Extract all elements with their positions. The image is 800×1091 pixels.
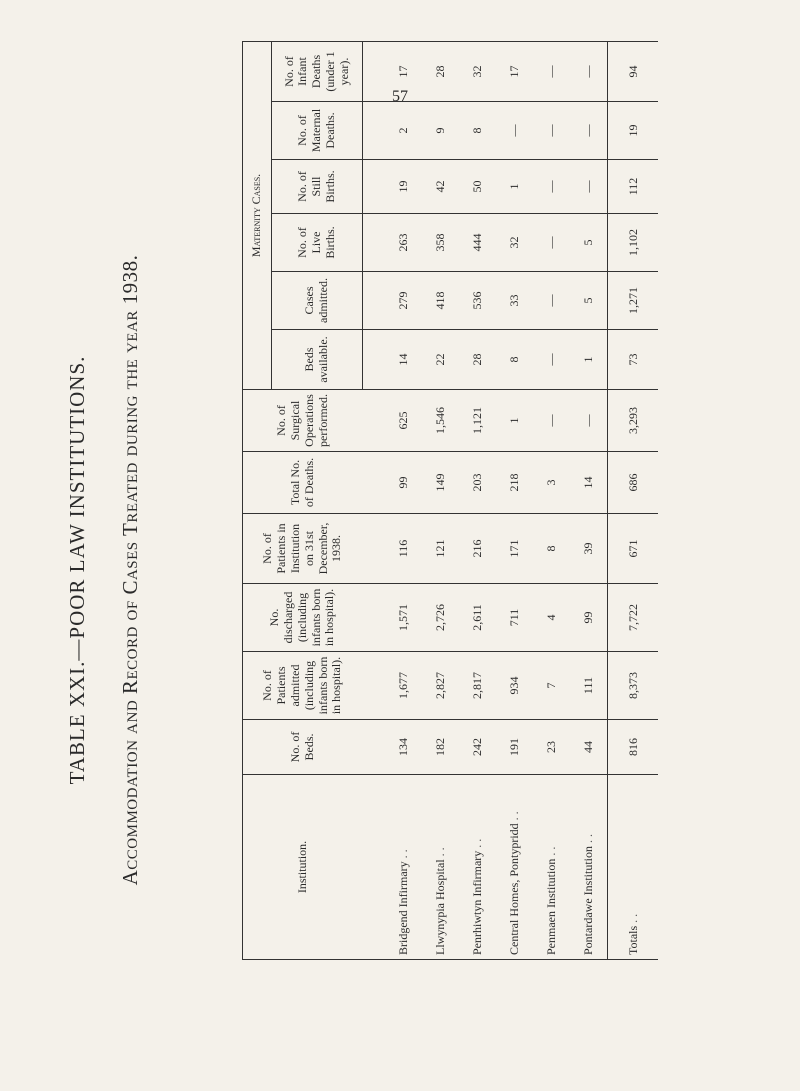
- cell-beds: 182: [422, 720, 459, 775]
- table-row: [459, 42, 496, 960]
- cell-live-births: 32: [496, 214, 533, 272]
- table-row: [570, 42, 608, 960]
- institution-name: Central Homes, Pontypridd: [507, 823, 521, 955]
- cell-admitted: 2,817: [459, 652, 496, 720]
- cell-maternal-deaths: 8: [459, 102, 496, 160]
- cell-maternal-deaths: 2: [363, 102, 423, 160]
- header-in-institution: No. of Patients in Institution on 31st December, 1938.: [243, 514, 363, 584]
- dot-leader: . .: [507, 811, 521, 824]
- header-live-births: No. of Live Births.: [272, 214, 363, 272]
- cell-live-births: 263: [363, 214, 423, 272]
- cell-discharged: 99: [570, 584, 608, 652]
- cell-deaths: 203: [459, 452, 496, 514]
- cell-admitted: 2,827: [422, 652, 459, 720]
- cell-in-institution: 216: [459, 514, 496, 584]
- cell-beds-available: —: [533, 330, 570, 390]
- cell-beds: 44: [570, 720, 608, 775]
- cell-discharged: 1,571: [363, 584, 423, 652]
- institution-name: Penrhiwtyn Infirmary: [470, 850, 484, 955]
- cell-infant-deaths: 94: [608, 42, 659, 102]
- header-institution: Institution.: [243, 775, 363, 960]
- cell-cases-admitted: 33: [496, 272, 533, 330]
- cell-live-births: 5: [570, 214, 608, 272]
- cell-cases-admitted: 1,271: [608, 272, 659, 330]
- dot-leader: . .: [625, 913, 640, 926]
- institution-name: Penmaen Institution: [544, 858, 558, 955]
- cell-infant-deaths: 17: [363, 42, 423, 102]
- table-row: [363, 42, 423, 960]
- cell-deaths: 14: [570, 452, 608, 514]
- institution-name-cell: [570, 775, 608, 960]
- cell-beds: 191: [496, 720, 533, 775]
- dot-leader: . .: [433, 847, 447, 860]
- header-maternity-cases: Maternity Cases.: [243, 42, 272, 390]
- cell-infant-deaths: —: [533, 42, 570, 102]
- cell-maternal-deaths: —: [496, 102, 533, 160]
- institution-name-cell: [533, 775, 570, 960]
- header-operations: No. of Surgical Operations performed.: [243, 390, 363, 452]
- table-row: [496, 42, 533, 960]
- cell-discharged: 7,722: [608, 584, 659, 652]
- table-row: [533, 42, 570, 960]
- cell-still-births: 50: [459, 160, 496, 214]
- header-discharged: No. discharged (including infants born in hospital).: [243, 584, 363, 652]
- cell-live-births: 1,102: [608, 214, 659, 272]
- cell-admitted: 111: [570, 652, 608, 720]
- cell-admitted: 8,373: [608, 652, 659, 720]
- header-admitted: No. of Patients admitted (including infants born in hospital).: [243, 652, 363, 720]
- cell-cases-admitted: —: [533, 272, 570, 330]
- page-number: 57: [392, 88, 408, 105]
- cell-operations: 1,121: [459, 390, 496, 452]
- cell-infant-deaths: —: [570, 42, 608, 102]
- cell-discharged: 2,726: [422, 584, 459, 652]
- dot-leader: . .: [395, 849, 410, 862]
- cell-operations: —: [533, 390, 570, 452]
- cell-admitted: 7: [533, 652, 570, 720]
- cell-cases-admitted: 5: [570, 272, 608, 330]
- cell-infant-deaths: 32: [459, 42, 496, 102]
- cell-still-births: 19: [363, 160, 423, 214]
- cell-cases-admitted: 536: [459, 272, 496, 330]
- header-beds: No. of Beds.: [243, 720, 363, 775]
- cell-deaths: 3: [533, 452, 570, 514]
- cell-beds: 23: [533, 720, 570, 775]
- cell-in-institution: 671: [608, 514, 659, 584]
- cell-in-institution: 121: [422, 514, 459, 584]
- dot-leader: . .: [470, 838, 484, 851]
- institution-name: Pontardawe Institution: [581, 846, 595, 955]
- cell-admitted: 1,677: [363, 652, 423, 720]
- cell-live-births: —: [533, 214, 570, 272]
- cell-maternal-deaths: 9: [422, 102, 459, 160]
- cell-still-births: —: [533, 160, 570, 214]
- totals-row: [608, 42, 659, 960]
- cell-maternal-deaths: 19: [608, 102, 659, 160]
- cell-beds-available: 8: [496, 330, 533, 390]
- dot-leader: . .: [581, 834, 595, 847]
- cell-still-births: —: [570, 160, 608, 214]
- cell-operations: 625: [363, 390, 423, 452]
- cell-in-institution: 8: [533, 514, 570, 584]
- cell-operations: 3,293: [608, 390, 659, 452]
- cell-operations: —: [570, 390, 608, 452]
- cell-in-institution: 171: [496, 514, 533, 584]
- table-title: TABLE XXI.—POOR LAW INSTITUTIONS.: [65, 355, 89, 785]
- institution-name-cell: [496, 775, 533, 960]
- header-maternal-deaths: No. of Maternal Deaths.: [272, 102, 363, 160]
- cell-beds: 242: [459, 720, 496, 775]
- cell-maternal-deaths: —: [533, 102, 570, 160]
- rotated-table-page: [10, 51, 730, 1080]
- institutions-table: [242, 41, 658, 960]
- cell-discharged: 711: [496, 584, 533, 652]
- cell-in-institution: 116: [363, 514, 423, 584]
- cell-still-births: 1: [496, 160, 533, 214]
- cell-infant-deaths: 28: [422, 42, 459, 102]
- cell-admitted: 934: [496, 652, 533, 720]
- cell-beds: 816: [608, 720, 659, 775]
- institution-name-cell: [459, 775, 496, 960]
- cell-cases-admitted: 418: [422, 272, 459, 330]
- cell-discharged: 4: [533, 584, 570, 652]
- table-subtitle: Accommodation and Record of Cases Treated during the year 1938.: [118, 254, 142, 886]
- header-infant-deaths: No. of Infant Deaths (under 1 year).: [272, 42, 363, 102]
- header-beds-available: Beds available.: [272, 330, 363, 390]
- cell-still-births: 42: [422, 160, 459, 214]
- cell-infant-deaths: 17: [496, 42, 533, 102]
- institution-name: Totals: [625, 925, 640, 955]
- cell-in-institution: 39: [570, 514, 608, 584]
- cell-still-births: 112: [608, 160, 659, 214]
- cell-beds-available: 1: [570, 330, 608, 390]
- header-deaths: Total No. of Deaths.: [243, 452, 363, 514]
- institution-name-cell: [363, 775, 423, 960]
- dot-leader: . .: [544, 846, 558, 859]
- cell-discharged: 2,611: [459, 584, 496, 652]
- header-cases-admitted: Cases admitted.: [272, 272, 363, 330]
- institution-name: Bridgend Infirmary: [395, 861, 410, 955]
- table-row: [422, 42, 459, 960]
- cell-deaths: 99: [363, 452, 423, 514]
- cell-live-births: 358: [422, 214, 459, 272]
- cell-beds-available: 73: [608, 330, 659, 390]
- cell-maternal-deaths: —: [570, 102, 608, 160]
- cell-beds-available: 28: [459, 330, 496, 390]
- cell-beds-available: 14: [363, 330, 423, 390]
- cell-beds-available: 22: [422, 330, 459, 390]
- cell-beds: 134: [363, 720, 423, 775]
- cell-deaths: 149: [422, 452, 459, 514]
- institution-name-cell: [608, 775, 659, 960]
- cell-cases-admitted: 279: [363, 272, 423, 330]
- institution-name-cell: [422, 775, 459, 960]
- institution-name: Llwynypia Hospital: [433, 859, 447, 955]
- table-body: [363, 42, 659, 960]
- header-still-births: No. of Still Births.: [272, 160, 363, 214]
- cell-operations: 1,546: [422, 390, 459, 452]
- cell-live-births: 444: [459, 214, 496, 272]
- cell-deaths: 218: [496, 452, 533, 514]
- cell-deaths: 686: [608, 452, 659, 514]
- cell-operations: 1: [496, 390, 533, 452]
